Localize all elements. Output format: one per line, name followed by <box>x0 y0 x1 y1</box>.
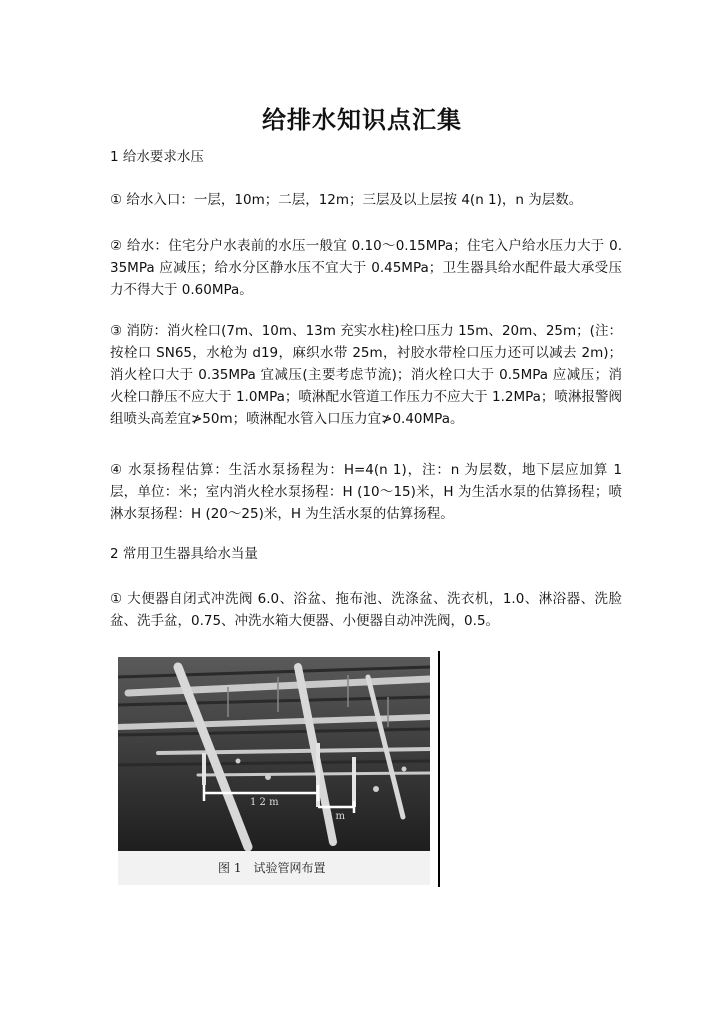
dimension-label-3m: 3 m <box>326 811 346 822</box>
pipe-network-illustration <box>118 657 430 851</box>
section-1-paragraph-1: ① 给水入口：一层，10m；二层，12m；三层及以上层按 4(n 1)，n 为层数。 <box>110 192 583 208</box>
figure-caption: 图 1 试验管网布置 <box>218 861 326 875</box>
figure-caption-bar <box>118 851 430 885</box>
section-1-heading: 1 给水要求水压 <box>110 149 204 165</box>
section-2-heading: 2 常用卫生器具给水当量 <box>110 546 258 562</box>
figure-vertical-rule <box>438 651 440 887</box>
test-pipe-network-figure <box>118 657 430 887</box>
pipe-network-photo <box>118 657 430 851</box>
section-2-paragraph-1: ① 大便器自闭式冲洗阀 6.0、浴盆、拖布池、洗涤盆、洗衣机，1.0、淋浴器、洗脸盆、洗手盆，0.75、冲洗水箱大便器、小便器自动冲洗阀，0.5。 <box>110 591 622 629</box>
section-1-paragraph-2: ② 给水：住宅分户水表前的水压一般宜 0.10～0.15MPa；住宅入户给水压力大于 0.35MPa 应减压；给水分区静水压不宜大于 0.45MPa；卫生器具给水配件最大承受压力不得大于 0.60MPa。 <box>110 238 622 298</box>
document-title: 给排水知识点汇集 <box>262 106 462 134</box>
dimension-label-12m: 1 2 m <box>250 797 279 808</box>
section-1-paragraph-4: ④ 水泵扬程估算：生活水泵扬程为：H=4(n 1)，注：n 为层数，地下层应加算 1 层，单位：米；室内消火栓水泵扬程：H (10～15)米，H 为生活水泵的估算扬程；喷淋水泵扬程：H (20～25)米，H 为生活水泵的估算扬程。 <box>110 462 622 522</box>
section-1-paragraph-3: ③ 消防：消火栓口(7m、10m、13m 充实水柱)栓口压力 15m、20m、25m；(注：按栓口 SN65，水枪为 d19，麻织水带 25m，衬胶水带栓口压力还可以减去 2m)；消火栓口大于 0.35MPa 宜减压(主要考虑节流)；消火栓口大于 0.5MPa 应减压；消火栓口静压不应大于 1.0MPa；喷淋配水管道工作压力不应大于 1.2MPa；喷淋报警阀组喷头高差宜≯50m；喷淋配水管入口压力宜≯0.40MPa。 <box>110 323 622 427</box>
